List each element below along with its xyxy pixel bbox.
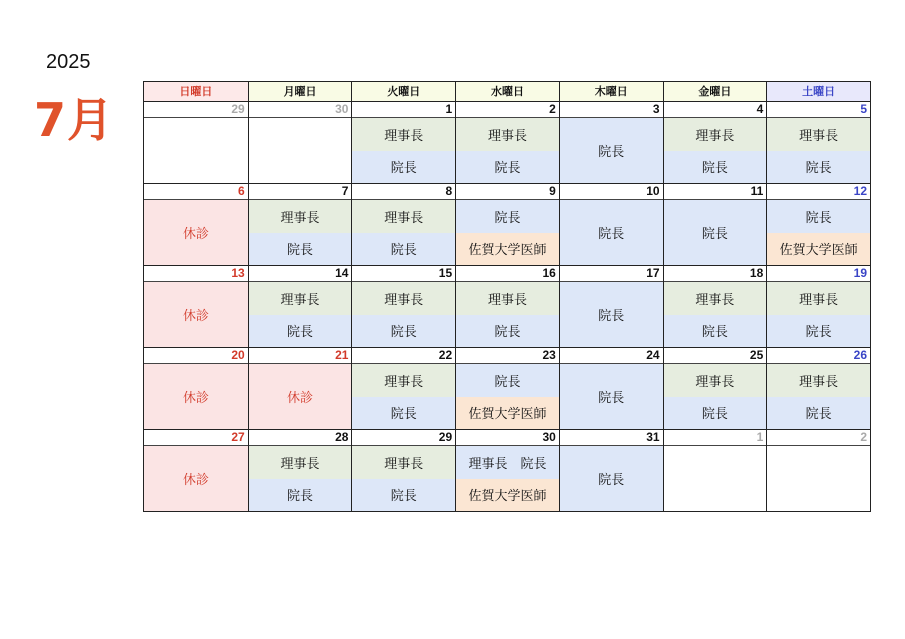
day-number: 25 (664, 348, 767, 364)
schedule-entry-incho: 院長 (352, 233, 455, 266)
day-schedule (664, 446, 767, 511)
schedule-entry-saga: 佐賀大学医師 (456, 397, 559, 430)
schedule-entry-rijicho: 理事長 (456, 282, 559, 315)
schedule-entry-incho: 院長 (664, 397, 767, 430)
schedule-entry-incho: 理事長 院長 (456, 446, 559, 479)
day-cell (766, 184, 870, 265)
day-cell (248, 266, 352, 347)
day-number: 8 (352, 184, 455, 200)
schedule-entry-incho: 院長 (352, 479, 455, 512)
day-schedule (352, 446, 455, 511)
schedule-entry-incho: 院長 (767, 315, 870, 348)
day-schedule (456, 282, 559, 347)
day-cell (144, 430, 248, 511)
day-schedule (352, 118, 455, 183)
day-cell (455, 348, 559, 429)
day-schedule (664, 118, 767, 183)
schedule-entry-rijicho: 理事長 (767, 282, 870, 315)
day-schedule (144, 200, 248, 265)
week-row (144, 347, 870, 429)
day-schedule (352, 200, 455, 265)
day-schedule (767, 200, 870, 265)
day-schedule (664, 364, 767, 429)
schedule-entry-rijicho: 理事長 (664, 282, 767, 315)
day-number: 30 (249, 102, 352, 118)
week-row (144, 429, 870, 511)
day-cell (351, 184, 455, 265)
schedule-entry-rijicho: 理事長 (249, 446, 352, 479)
day-schedule (249, 282, 352, 347)
schedule-entry-incho: 院長 (560, 282, 663, 347)
day-schedule (249, 446, 352, 511)
day-schedule (560, 282, 663, 347)
day-number: 2 (456, 102, 559, 118)
day-schedule (144, 446, 248, 511)
month-label: 7月 (34, 93, 115, 147)
day-schedule (664, 282, 767, 347)
day-number: 1 (352, 102, 455, 118)
day-schedule (767, 118, 870, 183)
day-number: 23 (456, 348, 559, 364)
schedule-entry-kyushin: 休診 (144, 446, 248, 511)
schedule-entry-kyushin: 休診 (144, 282, 248, 347)
day-number: 13 (144, 266, 248, 282)
day-schedule (352, 364, 455, 429)
schedule-entry-incho: 院長 (456, 315, 559, 348)
schedule-entry-rijicho: 理事長 (767, 364, 870, 397)
day-cell (144, 348, 248, 429)
day-cell (559, 102, 663, 183)
day-number: 19 (767, 266, 870, 282)
schedule-entry-incho: 院長 (767, 397, 870, 430)
weekday-header-fri: 金曜日 (663, 82, 767, 101)
schedule-entry-incho: 院長 (249, 479, 352, 512)
schedule-entry-saga: 佐賀大学医師 (767, 233, 870, 266)
schedule-entry-rijicho: 理事長 (352, 446, 455, 479)
schedule-entry-incho: 院長 (664, 151, 767, 184)
day-number: 9 (456, 184, 559, 200)
schedule-entry-kyushin: 休診 (144, 200, 248, 265)
day-cell (248, 348, 352, 429)
day-schedule (456, 364, 559, 429)
day-number: 22 (352, 348, 455, 364)
schedule-entry-incho: 院長 (352, 151, 455, 184)
day-cell (766, 430, 870, 511)
day-number: 15 (352, 266, 455, 282)
day-cell (663, 348, 767, 429)
day-cell (455, 430, 559, 511)
week-row (144, 183, 870, 265)
weekday-header-row (144, 82, 870, 102)
schedule-entry-rijicho: 理事長 (664, 364, 767, 397)
schedule-entry-incho: 院長 (560, 200, 663, 265)
day-number: 7 (249, 184, 352, 200)
schedule-entry-incho: 院長 (560, 446, 663, 511)
day-number: 27 (144, 430, 248, 446)
day-number: 12 (767, 184, 870, 200)
schedule-entry-incho: 院長 (456, 364, 559, 397)
day-schedule (560, 118, 663, 183)
day-cell (144, 102, 248, 183)
day-cell (559, 348, 663, 429)
schedule-entry-incho: 院長 (664, 315, 767, 348)
day-number: 17 (560, 266, 663, 282)
schedule-entry-incho: 院長 (249, 315, 352, 348)
day-schedule (767, 364, 870, 429)
day-cell (144, 184, 248, 265)
weekday-header-sun: 日曜日 (144, 82, 248, 101)
day-number: 16 (456, 266, 559, 282)
schedule-entry-rijicho: 理事長 (767, 118, 870, 151)
weekday-header-sat: 土曜日 (766, 82, 870, 101)
day-schedule (560, 446, 663, 511)
day-schedule (767, 282, 870, 347)
day-cell (351, 102, 455, 183)
schedule-entry-incho: 院長 (456, 200, 559, 233)
day-cell (663, 430, 767, 511)
day-cell (663, 184, 767, 265)
day-cell (766, 266, 870, 347)
schedule-entry-rijicho: 理事長 (664, 118, 767, 151)
day-number: 1 (664, 430, 767, 446)
schedule-entry-rijicho: 理事長 (249, 200, 352, 233)
day-cell (663, 266, 767, 347)
day-cell (351, 266, 455, 347)
schedule-entry-kyushin: 休診 (249, 364, 352, 429)
schedule-entry-rijicho: 理事長 (352, 118, 455, 151)
day-cell (351, 348, 455, 429)
day-number: 24 (560, 348, 663, 364)
weekday-header-tue: 火曜日 (351, 82, 455, 101)
schedule-entry-rijicho: 理事長 (352, 282, 455, 315)
day-number: 26 (767, 348, 870, 364)
day-number: 29 (352, 430, 455, 446)
schedule-entry-rijicho: 理事長 (352, 200, 455, 233)
week-row (144, 102, 870, 183)
schedule-calendar (143, 81, 871, 512)
calendar-weeks (144, 102, 870, 511)
day-cell (455, 266, 559, 347)
weekday-header-wed: 水曜日 (455, 82, 559, 101)
day-number: 30 (456, 430, 559, 446)
day-schedule (144, 282, 248, 347)
day-cell (663, 102, 767, 183)
day-cell (248, 102, 352, 183)
day-number: 6 (144, 184, 248, 200)
schedule-entry-rijicho: 理事長 (456, 118, 559, 151)
day-number: 20 (144, 348, 248, 364)
day-cell (559, 430, 663, 511)
day-number: 11 (664, 184, 767, 200)
day-number: 5 (767, 102, 870, 118)
schedule-entry-rijicho: 理事長 (249, 282, 352, 315)
schedule-entry-incho: 院長 (767, 200, 870, 233)
weekday-header-thu: 木曜日 (559, 82, 663, 101)
day-schedule (560, 200, 663, 265)
day-cell (766, 348, 870, 429)
day-schedule (144, 118, 248, 183)
day-schedule (664, 200, 767, 265)
day-number: 31 (560, 430, 663, 446)
day-cell (559, 266, 663, 347)
day-cell (455, 102, 559, 183)
day-number: 10 (560, 184, 663, 200)
day-schedule (249, 118, 352, 183)
day-schedule (456, 200, 559, 265)
schedule-entry-incho: 院長 (352, 315, 455, 348)
day-schedule (456, 118, 559, 183)
schedule-entry-incho: 院長 (664, 200, 767, 265)
day-cell (455, 184, 559, 265)
day-number: 18 (664, 266, 767, 282)
schedule-entry-kyushin: 休診 (144, 364, 248, 429)
day-number: 21 (249, 348, 352, 364)
schedule-entry-rijicho: 理事長 (352, 364, 455, 397)
week-row (144, 265, 870, 347)
day-number: 2 (767, 430, 870, 446)
day-cell (248, 430, 352, 511)
day-cell (766, 102, 870, 183)
day-schedule (249, 200, 352, 265)
day-cell (559, 184, 663, 265)
day-number: 14 (249, 266, 352, 282)
day-cell (248, 184, 352, 265)
day-schedule (144, 364, 248, 429)
day-number: 4 (664, 102, 767, 118)
day-cell (351, 430, 455, 511)
schedule-entry-saga: 佐賀大学医師 (456, 479, 559, 512)
schedule-entry-incho: 院長 (560, 118, 663, 183)
schedule-entry-incho: 院長 (456, 151, 559, 184)
day-schedule (560, 364, 663, 429)
year-label: 2025 (46, 51, 91, 73)
schedule-entry-incho: 院長 (560, 364, 663, 429)
day-number: 29 (144, 102, 248, 118)
schedule-entry-incho: 院長 (767, 151, 870, 184)
day-schedule (352, 282, 455, 347)
weekday-header-mon: 月曜日 (248, 82, 352, 101)
schedule-entry-saga: 佐賀大学医師 (456, 233, 559, 266)
day-number: 28 (249, 430, 352, 446)
schedule-entry-incho: 院長 (249, 233, 352, 266)
schedule-entry-incho: 院長 (352, 397, 455, 430)
day-number: 3 (560, 102, 663, 118)
day-schedule (456, 446, 559, 511)
day-schedule (249, 364, 352, 429)
day-schedule (767, 446, 870, 511)
day-cell (144, 266, 248, 347)
